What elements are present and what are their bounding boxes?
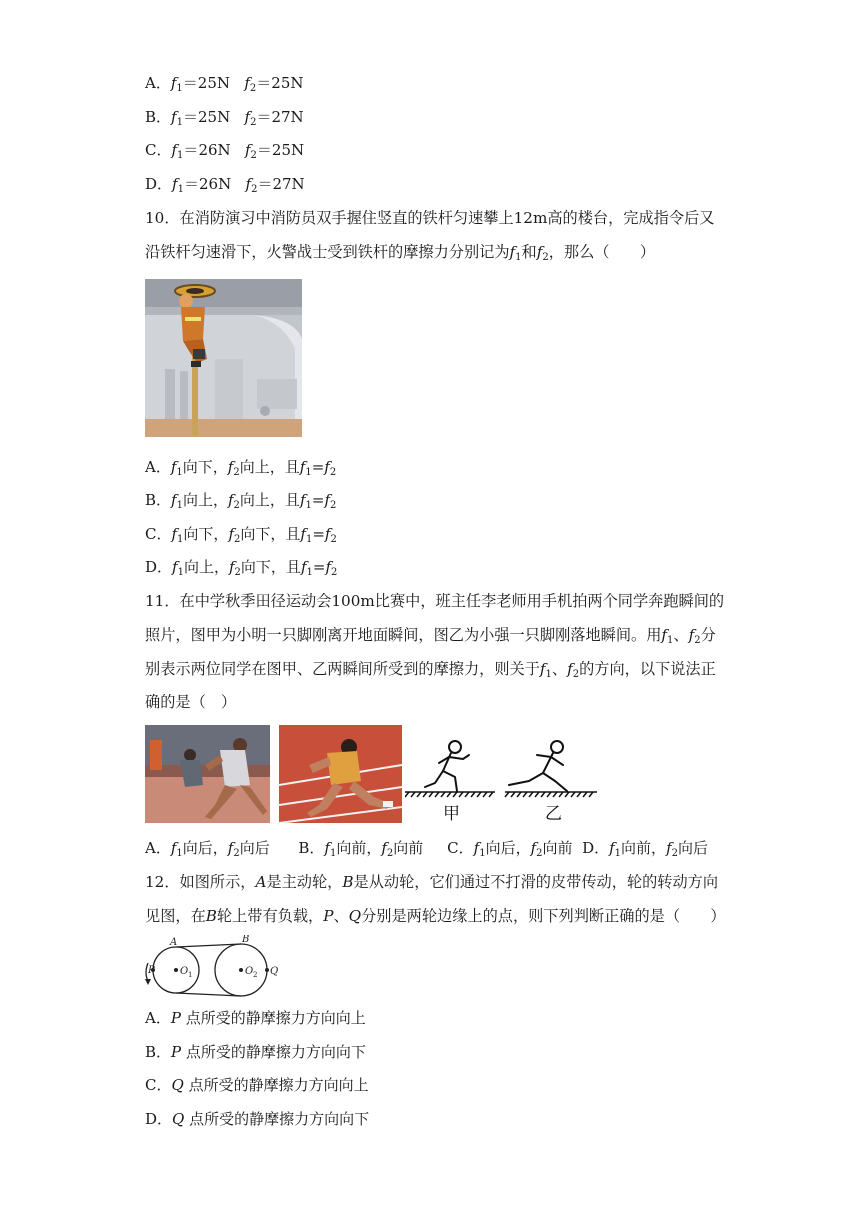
center-label-o1: O <box>180 966 189 977</box>
stick-figures-diagram <box>405 735 600 825</box>
q12-option-c: C．Q 点所受的静摩擦力方向向上 <box>145 1076 369 1094</box>
q11-option-b: B．$f_1$向前，$f_2$向前 <box>298 839 424 859</box>
point-label-q: Q <box>270 966 279 977</box>
q11-option-a: A．$f_1$向后，$f_2$向后 <box>145 839 270 859</box>
belt-pulley-diagram <box>140 935 300 999</box>
q10-stem-line2: 沿铁杆匀速滑下，火警战士受到铁杆的摩擦力分别记为$f_1$和$f_2$，那么（ ） <box>145 243 655 263</box>
q11-stem-line1: 11．在中学秋季田径运动会100m比赛中，班主任李老师用手机拍两个同学奔跑瞬间的 <box>145 592 725 610</box>
q11-stem-line4: 确的是（ ） <box>145 693 237 711</box>
q11-option-d: D．$f_1$向前，$f_2$向后 <box>582 839 709 859</box>
q9-option-c: C．$f_1=26N$ $f_2=25N$ <box>145 141 305 161</box>
runner-photo-2 <box>279 725 402 823</box>
q10-option-c: C．$f_1$向下，$f_2$向下，且$f_1=f_2$ <box>145 525 337 545</box>
q9-option-d: D．$f_1=26N$ $f_2=27N$ <box>145 175 305 195</box>
runner-photo-1 <box>145 725 270 823</box>
q12-option-a: A．P 点所受的静摩擦力方向向上 <box>145 1009 366 1027</box>
q12-option-d: D．Q 点所受的静摩擦力方向向下 <box>145 1110 370 1128</box>
center-sub-1: 1 <box>188 971 193 979</box>
q12-stem-line1: 12．如图所示，A是主动轮，B是从动轮，它们通过不打滑的皮带传动，轮的转动方向 <box>145 873 719 891</box>
firefighter-pole-image <box>145 279 302 437</box>
q11-option-c: C．$f_1$向后，$f_2$向前 <box>447 839 573 859</box>
q10-stem-line1: 10．在消防演习中消防员双手握住竖直的铁杆匀速攀上12m高的楼台，完成指令后又 <box>145 209 715 227</box>
q12-stem-line2: 见图，在B轮上带有负载，P、Q分别是两轮边缘上的点，则下列判断正确的是（ ） <box>145 907 726 925</box>
q12-option-b: B．P 点所受的静摩擦力方向向下 <box>145 1043 366 1061</box>
label-yi: 乙 <box>545 804 562 824</box>
center-sub-2: 2 <box>253 971 258 979</box>
pulley-label-b: B <box>242 935 250 945</box>
q10-option-d: D．$f_1$向上，$f_2$向下，且$f_1=f_2$ <box>145 558 338 578</box>
q9-option-a: A．$f_1=25N$ $f_2=25N$ <box>145 74 304 94</box>
pulley-label-a: A <box>170 937 178 948</box>
point-label-p: P <box>148 965 155 976</box>
q10-option-b: B．$f_1$向上，$f_2$向上，且$f_1=f_2$ <box>145 491 337 511</box>
q9-option-b: B．$f_1=25N$ $f_2=27N$ <box>145 108 304 128</box>
center-label-o2: O <box>245 966 254 977</box>
q11-options-row <box>145 838 708 864</box>
q11-stem-line2: 照片，图甲为小明一只脚刚离开地面瞬间，图乙为小强一只脚刚落地瞬间。用$f_1$、$f_2$分 <box>145 626 716 646</box>
q11-stem-line3: 别表示两位同学在图甲、乙两瞬间所受到的摩擦力，则关于$f_1$、$f_2$的方向，以下说法正 <box>145 660 716 680</box>
label-jia: 甲 <box>443 804 460 824</box>
q10-option-a: A．$f_1$向下，$f_2$向上，且$f_1=f_2$ <box>145 458 337 478</box>
